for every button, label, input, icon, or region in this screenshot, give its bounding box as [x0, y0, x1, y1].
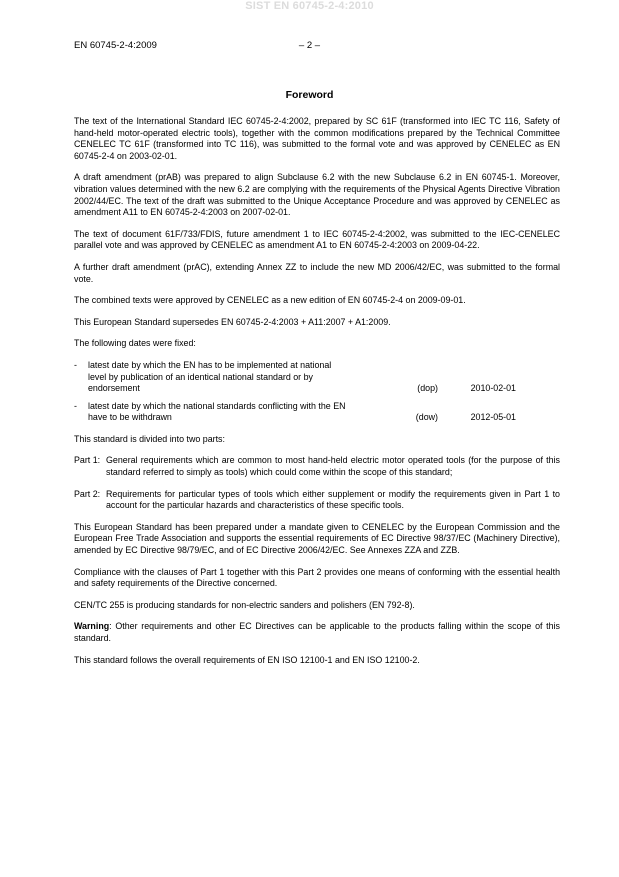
- paragraph: This standard follows the overall requirements of EN ISO 12100-1 and EN ISO 12100-2.: [74, 654, 420, 665]
- part-text: General requirements which are common to most hand-held electric motor operated tools (for the purpose of this standard referred to simply as tools) which could come within the scope of this standard;: [106, 455, 560, 478]
- list-dash: -: [74, 359, 77, 370]
- list-item: [74, 360, 560, 395]
- paragraph: A further draft amendment (prAC), extending Annex ZZ to include the new MD 2006/42/EC, was submitted to the formal vote.: [74, 261, 560, 284]
- foreword-body: [74, 116, 560, 676]
- part-label: Part 2:: [74, 488, 101, 499]
- date-code: (dow): [415, 412, 438, 423]
- date-description: latest date by which the national standards conflicting with the EN have to be withdrawn: [88, 400, 346, 423]
- paragraph: The text of the International Standard IEC 60745-2-4:2002, prepared by SC 61F (transformed into IEC TC 116, Safety of hand-held motor-operated electric tools), together with the common modifications prepared by the Technical Committee CENELEC TC 61F (transformed into TC 116), was submitted to the formal vote and was approved by CENELEC as EN 60745-2-4 on 2003-02-01.: [74, 116, 560, 161]
- paragraph: CEN/TC 255 is producing standards for non-electric sanders and polishers (EN 792-8).: [74, 599, 415, 610]
- paragraph: Compliance with the clauses of Part 1 together with this Part 2 provides one means of conforming with the essential health and safety requirements of the Directive concerned.: [74, 566, 560, 589]
- date-value: 2010-02-01: [470, 383, 516, 394]
- warning-label: Warning: [74, 621, 110, 632]
- paragraph: This European Standard supersedes EN 60745-2-4:2003 + A11:2007 + A1:2009.: [74, 316, 391, 327]
- paragraph: This European Standard has been prepared under a mandate given to CENELEC by the European Commission and the European Free Trade Association and supports the essential requirements of EC Directive 98/37/EC (Machinery Directive), amended by EC Directive 98/79/EC, and of EC Directive 2006/42/EC. See Annexes ZZA and ZZB.: [74, 521, 560, 556]
- date-code: (dop): [417, 383, 438, 394]
- warning-text: : Other requirements and other EC Directives can be applicable to the products falling within the scope of this standard.: [74, 621, 560, 643]
- part-item: [74, 455, 560, 478]
- part-label: Part 1:: [74, 455, 101, 466]
- part-text: Requirements for particular types of tools which either supplement or modify the requirements given in Part 1 to account for the particular hazards and characteristics of these specific tools.: [106, 488, 560, 511]
- paragraph: The combined texts were approved by CENELEC as a new edition of EN 60745-2-4 on 2009-09-01.: [74, 295, 466, 306]
- paragraph: The following dates were fixed:: [74, 338, 196, 349]
- paragraph: This standard is divided into two parts:: [74, 433, 225, 444]
- date-value: 2012-05-01: [470, 412, 516, 423]
- header-doc-id: EN 60745-2-4:2009: [74, 40, 157, 51]
- paragraph: A draft amendment (prAB) was prepared to align Subclause 6.2 with the new Subclause 6.2 in EN 60745-1. Moreover, vibration values determined with the new 6.2 are complying with the requirements of the Physical Agents Directive Vibration 2002/44/EC. The text of the draft was submitted to the Unique Acceptance Procedure and was approved by CENELEC as amendment A11 to EN 60745-2-4:2003 on 2007-02-01.: [74, 172, 560, 218]
- paragraph: The text of document 61F/733/FDIS, future amendment 1 to IEC 60745-2-4:2002, was submitted to the IEC-CENELEC parallel vote and was approved by CENELEC as amendment A1 to EN 60745-2-4:2003 on 2009-04-22.: [74, 228, 560, 251]
- date-description: latest date by which the EN has to be implemented at national level by publication of an identical national standard or by endorsement: [88, 359, 332, 394]
- part-item: [74, 489, 560, 512]
- list-item: [74, 401, 560, 424]
- list-dash: -: [74, 400, 77, 411]
- dates-list: [74, 360, 560, 424]
- warning-paragraph: [74, 621, 560, 644]
- header-page-number: – 2 –: [298, 40, 321, 51]
- watermark: SIST EN 60745-2-4:2010: [245, 0, 374, 12]
- page-title: Foreword: [285, 89, 334, 101]
